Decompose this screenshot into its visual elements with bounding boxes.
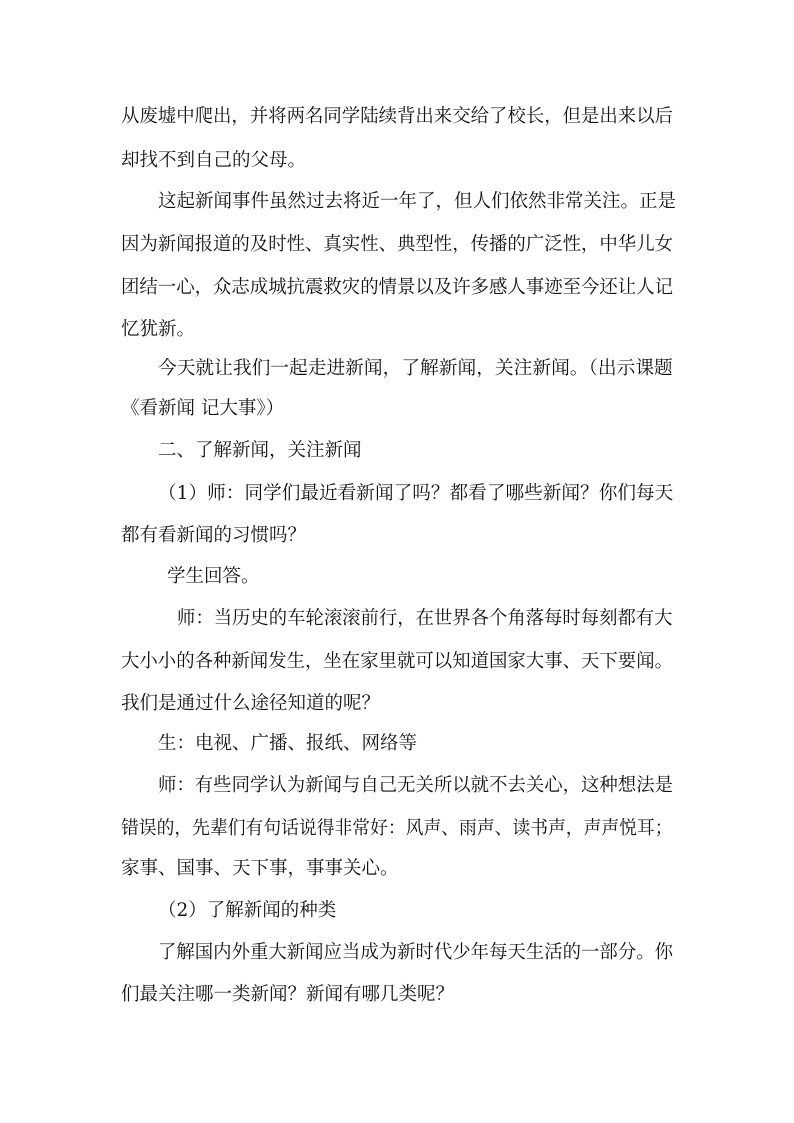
text-line: 大小小的各种新闻发生，坐在家里就可以知道国家大事、天下要闻。 <box>121 651 674 672</box>
text-line: 们最关注哪一类新闻？新闻有哪几类呢？ <box>121 984 455 1005</box>
text-line: 从废墟中爬出，并将两名同学陆续背出来交给了校长，但是出来以后 <box>121 106 674 127</box>
text-line: 学生回答。 <box>167 566 260 587</box>
text-line: 却找不到自己的父母。 <box>121 150 307 171</box>
section-heading: （2）了解新闻的种类 <box>158 900 337 921</box>
text-line: 《看新闻 记大事》） <box>121 398 285 419</box>
text-line: 都有看新闻的习惯吗？ <box>121 525 307 546</box>
text-line: 师：有些同学认为新闻与自己无关所以就不去关心，这种想法是 <box>158 775 674 796</box>
text-line: 忆犹新。 <box>121 319 196 340</box>
text-line: （1）师：同学们最近看新闻了吗？都看了哪些新闻？你们每天 <box>158 483 674 504</box>
text-line: 生：电视、广播、报纸、网络等 <box>158 733 418 754</box>
text-line: 师：当历史的车轮滚滚前行，在世界各个角落每时每刻都有大 <box>177 608 673 629</box>
text-line: 我们是通过什么途径知道的呢？ <box>121 693 381 714</box>
text-line: 家事、国事、天下事，事事关心。 <box>121 858 399 879</box>
text-line: 这起新闻事件虽然过去将近一年了，但人们依然非常关注。正是 <box>158 191 677 212</box>
text-line: 今天就让我们一起走进新闻，了解新闻，关注新闻。（出示课题 <box>158 358 673 379</box>
text-line: 因为新闻报道的及时性、真实性、典型性，传播的广泛性，中华儿女 <box>121 234 674 255</box>
section-heading: 二、了解新闻，关注新闻 <box>158 440 362 461</box>
text-line: 错误的，先辈们有句话说得非常好：风声、雨声、读书声，声声悦耳； <box>121 818 673 839</box>
text-line: 团结一心，众志成城抗震救灾的情景以及许多感人事迹至今还让人记 <box>121 277 674 298</box>
text-line: 了解国内外重大新闻应当成为新时代少年每天生活的一部分。你 <box>158 942 674 963</box>
